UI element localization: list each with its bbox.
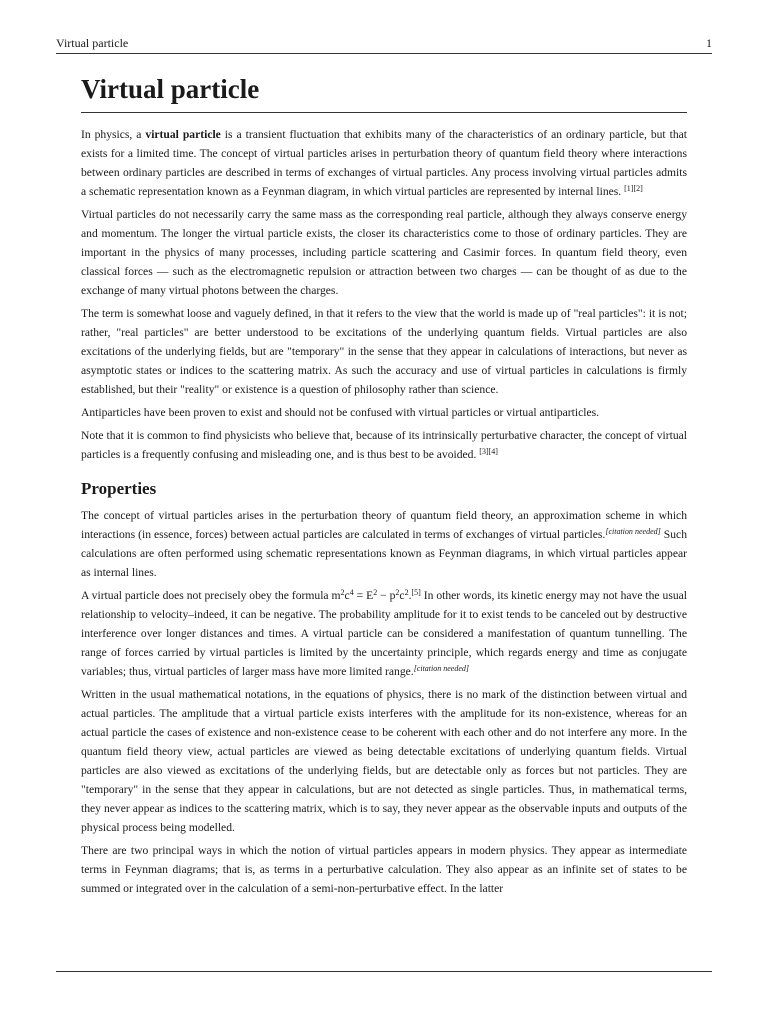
prop1-text-pre: The concept of virtual particles arises in the perturbation theory of quantum field theory, an approximation scheme in which interactions (in essence, forces) between actual particles are calculated in terms of exchanges of virtual particles. bbox=[81, 509, 687, 541]
intro-paragraph bbox=[81, 125, 687, 201]
citation-ref[interactable]: [3][4] bbox=[479, 447, 498, 456]
exp-1: 2 bbox=[340, 588, 345, 597]
formula-part-5: . bbox=[408, 589, 412, 602]
running-header bbox=[56, 36, 712, 50]
intro-text-post: is a transient fluctuation that exhibits many of the characteristics of an ordinary particle, but that exists for a limited time. The concept of virtual particles arises in perturbation theory of quantum field theory where interactions between ordinary particles are described in terms of exchanges of virtual particles. Any process involving virtual particles admits a schematic representation known as a Feynman diagram, in which virtual particles are represented by internal lines. bbox=[81, 128, 688, 198]
paragraph-antiparticles: Antiparticles have been proven to exist and should not be confused with virtual particles or virtual antiparticles. bbox=[81, 406, 600, 419]
prop2-text-post: In other words, its kinetic energy may not have the usual relationship to velocity–indeed, it can be negative. The probability amplitude for it to exist tends to be canceled out by destructive interference over longer distances and times. A virtual particle can be considered a manifestation of quantum tunnelling. The range of forces carried by virtual particles is limited by the uncertainty principle, which regards energy and time as conjugate variables; thus, virtual particles of larger mass have more limited range. bbox=[81, 589, 687, 678]
paragraph-mass: Virtual particles do not necessarily carry the same mass as the corresponding real particle, although they always conserve energy and momentum. The longer the virtual particle exists, the closer its characteristics come to those of ordinary particles. They are important in the physics of many processes, including particle scattering and Casimir forces. In quantum field theory, even classical forces — such as the electromagnetic repulsion or attraction between two charges — can be thought of as due to the exchange of many virtual photons between the charges. bbox=[81, 208, 687, 297]
section-heading-properties: Properties bbox=[81, 479, 157, 498]
paragraph-term: The term is somewhat loose and vaguely defined, in that it refers to the view that the world is made up of "real particles": it is not; rather, "real particles" are better understood to be excitations of the underlying quantum fields. Virtual particles are also excitations of the underlying fields, but are "temporary" in the sense that they appear in calculations of interactions, but never as asymptotic states or indices to the scattering matrix. As such the accuracy and use of virtual particles in calculations is firmly established, but their "reality" or existence is a question of philosophy rather than science. bbox=[81, 307, 687, 396]
properties-paragraph-3: Written in the usual mathematical notations, in the equations of physics, there is no mark of the distinction between virtual and actual particles. The amplitude that a virtual particle exists interferes with the amplitude for its non-existence, whereas for an actual particle the cases of existence and non-existence cease to be coherent with each other and do not interfere any more. In the quantum field theory view, actual particles are viewed as being detectable excitations of underlying quantum fields. Virtual particles are also viewed as excitations of the underlying fields, but are detectable only as forces but not particles. They are "temporary" in the sense that they appear in calculations, but are not detected as single particles. Thus, in mathematical terms, they never appear as indices to the scattering matrix, which is to say, they never appear as the observable inputs and outputs of the physical process being modelled. bbox=[81, 688, 687, 834]
prop1-text-post: Such calculations are often performed using schematic representations known as Feynman diagrams, in which virtual particles appear as internal lines. bbox=[81, 528, 687, 579]
exp-3: 2 bbox=[373, 588, 378, 597]
footer-divider bbox=[56, 971, 712, 972]
formula-part-1: c bbox=[344, 589, 350, 602]
properties-paragraph-2 bbox=[81, 586, 687, 681]
note-text: Note that it is common to find physicists who believe that, because of its intrinsically perturbative character, the concept of virtual particles is a frequently confusing and misleading one, and is thus best to be avoided. bbox=[81, 429, 687, 461]
page-title: Virtual particle bbox=[81, 70, 687, 113]
formula-intro: A virtual particle does not precisely obey the formula m bbox=[81, 589, 341, 602]
citation-ref[interactable]: [5] bbox=[411, 588, 421, 597]
properties-paragraph-1 bbox=[81, 506, 687, 582]
properties-paragraph-4: There are two principal ways in which the notion of virtual particles appears in modern physics. They appear as intermediate terms in Feynman diagrams; that is, as terms in a perturbative calculation. They also appear as an infinite set of states to be summed or integrated over in the calculation of a semi-non-perturbative effect. In the latter bbox=[81, 844, 687, 895]
exp-5: 2 bbox=[404, 588, 409, 597]
article-body bbox=[81, 70, 687, 902]
exp-2: 4 bbox=[349, 588, 354, 597]
citation-needed[interactable]: [citation needed] bbox=[605, 527, 661, 536]
term-bold: virtual particle bbox=[145, 128, 221, 141]
formula-part-2: = E bbox=[353, 589, 374, 602]
exp-4: 2 bbox=[395, 588, 400, 597]
formula-part-4: c bbox=[399, 589, 405, 602]
running-title: Virtual particle bbox=[56, 36, 129, 50]
citation-ref[interactable]: [1][2] bbox=[624, 184, 643, 193]
header-divider bbox=[56, 53, 712, 54]
intro-text-pre: In physics, a bbox=[81, 128, 146, 141]
paragraph-note bbox=[81, 426, 687, 464]
formula-part-3: − p bbox=[377, 589, 396, 602]
page-number: 1 bbox=[706, 36, 712, 50]
citation-needed[interactable]: [citation needed] bbox=[413, 664, 470, 673]
